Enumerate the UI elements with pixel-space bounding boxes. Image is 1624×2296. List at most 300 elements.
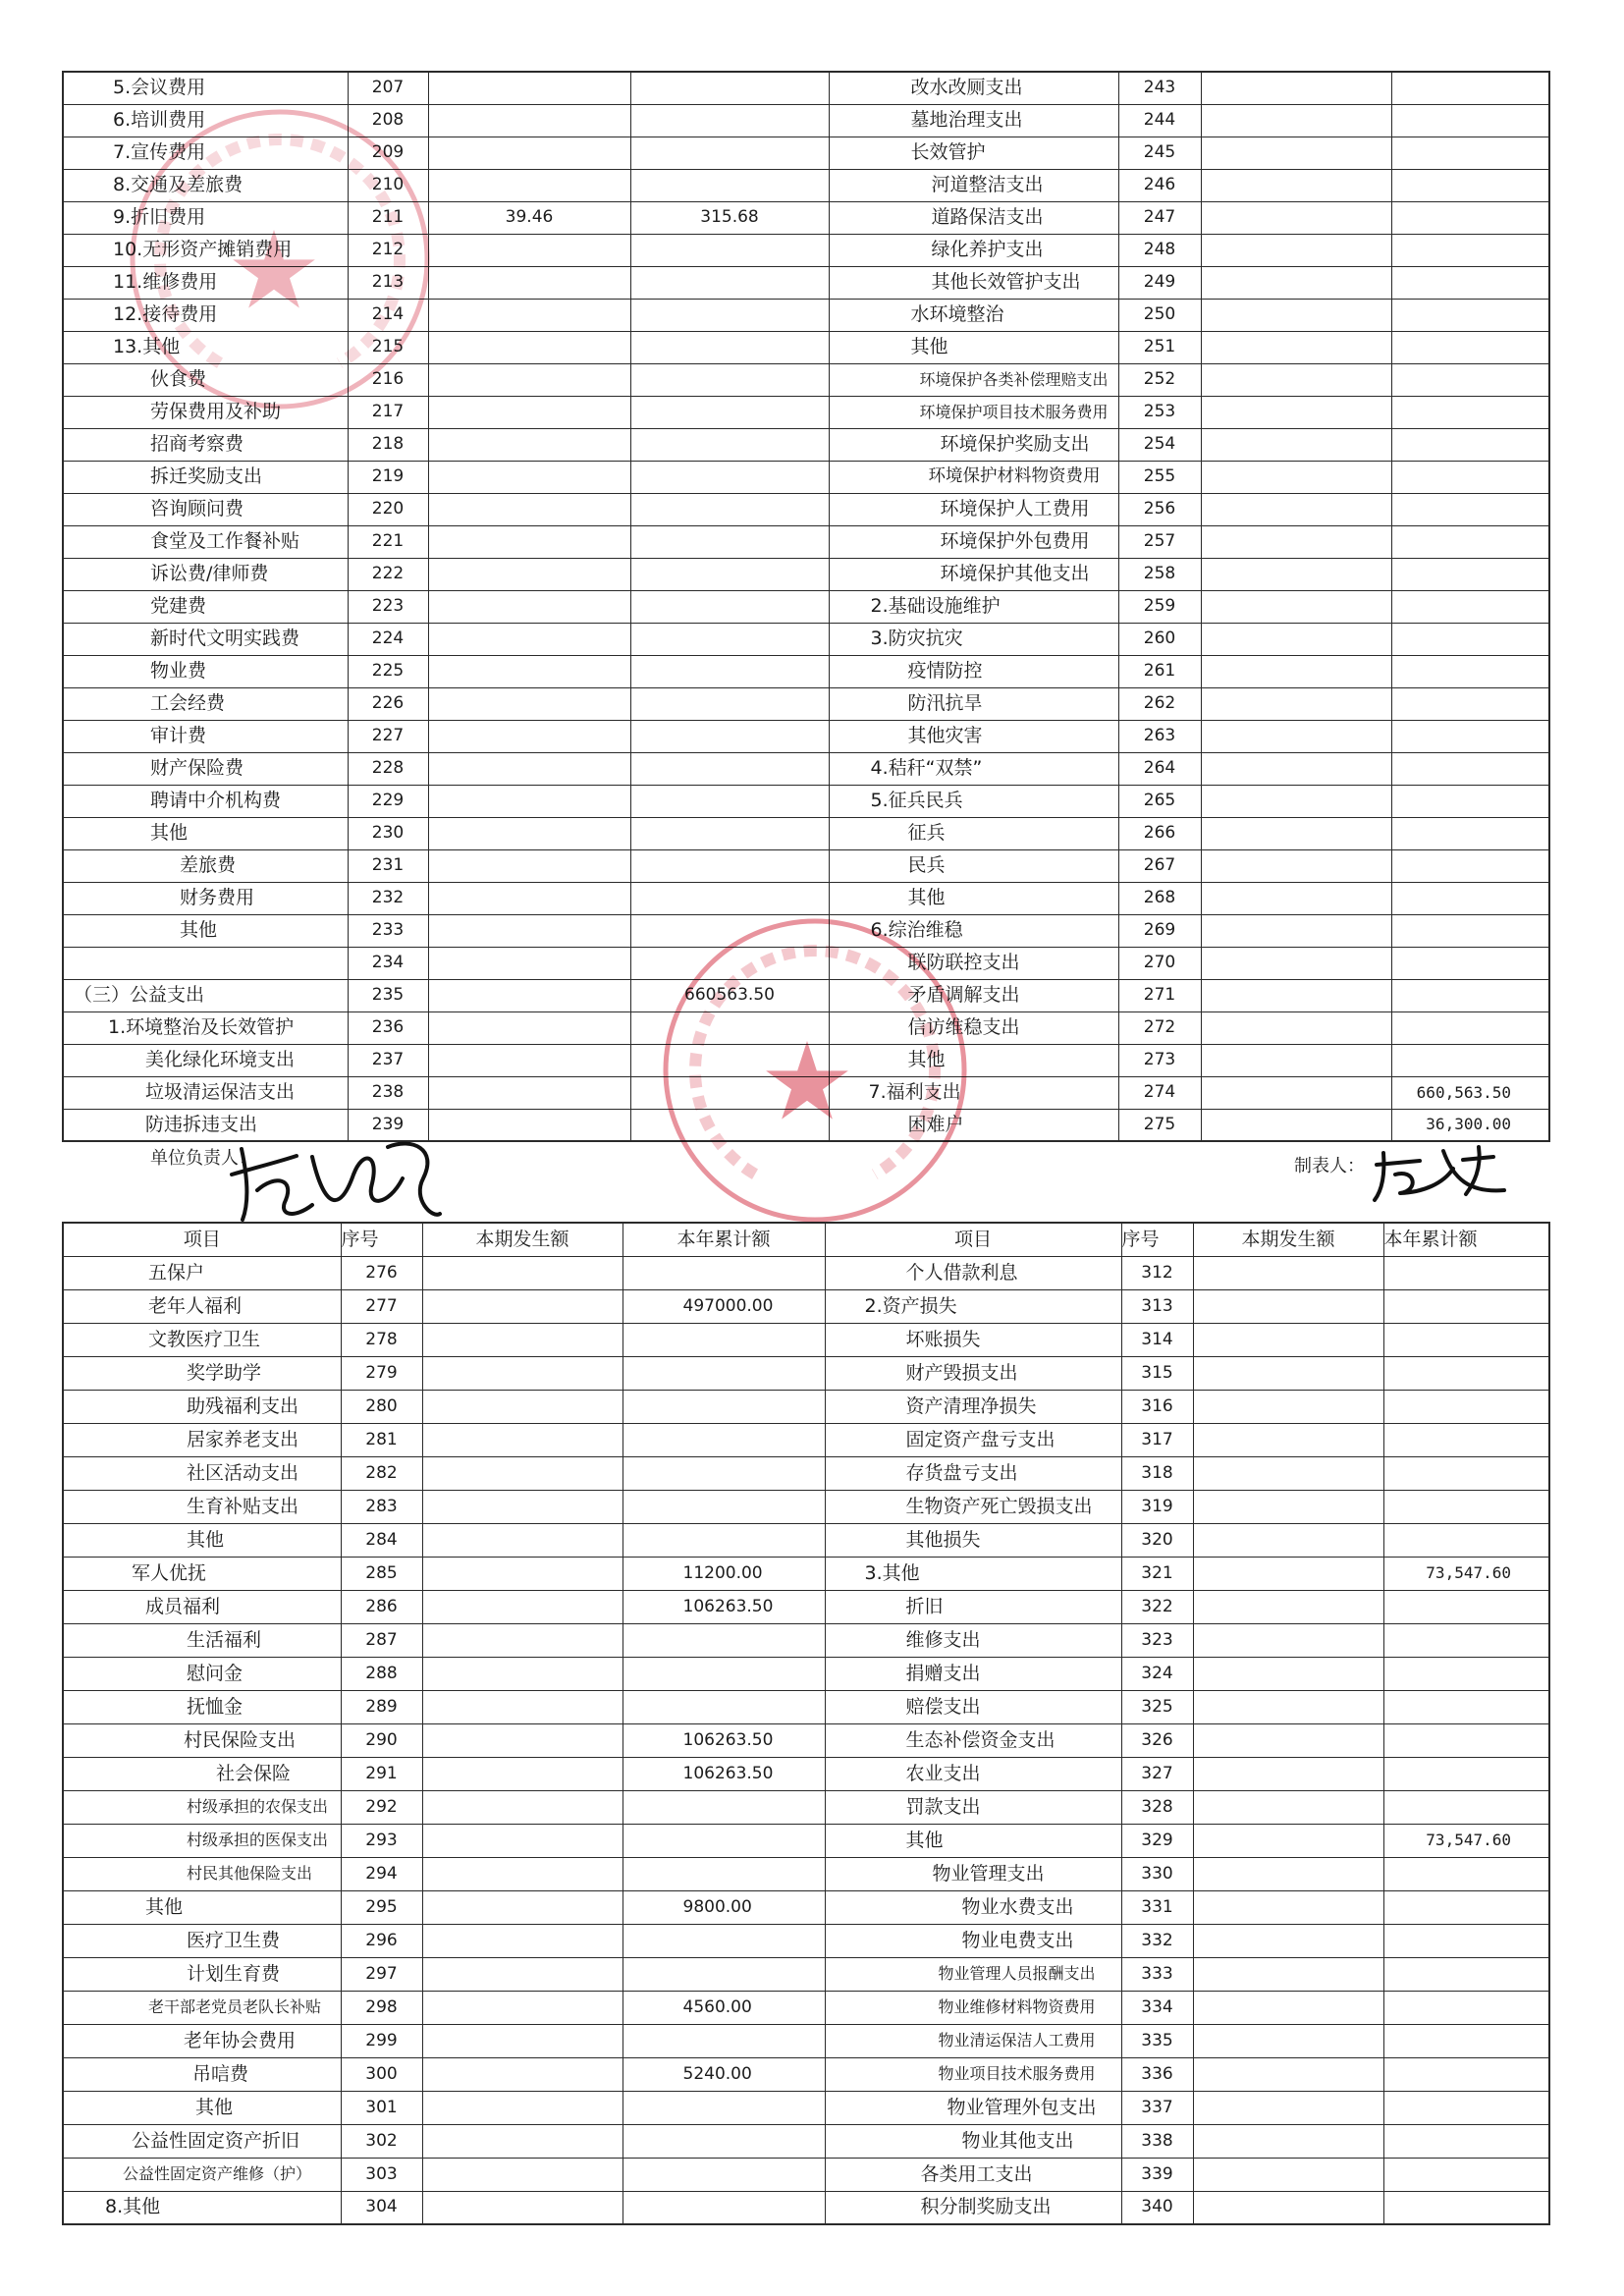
year-to-date-amount-cell (1383, 1490, 1549, 1523)
item-cell: 其他 (63, 1890, 341, 1924)
current-period-amount-cell (1193, 1323, 1383, 1356)
item-cell: 物业管理人员报酬支出 (825, 1957, 1121, 1991)
year-to-date-amount-cell (630, 104, 829, 137)
seq-no-cell: 313 (1121, 1289, 1193, 1323)
item-cell: 改水改厕支出 (829, 72, 1118, 104)
seq-no-cell: 233 (348, 914, 428, 947)
item-cell: 老年人福利 (63, 1289, 341, 1323)
seq-no-cell: 332 (1121, 1924, 1193, 1957)
seq-no-cell: 254 (1118, 428, 1201, 461)
current-period-amount-cell (1193, 1490, 1383, 1523)
current-period-amount-cell (1193, 1623, 1383, 1657)
item-cell: 社区活动支出 (63, 1456, 341, 1490)
current-period-amount-cell (1193, 2024, 1383, 2057)
seq-no-cell: 299 (341, 2024, 422, 2057)
table-row (63, 2158, 1549, 2191)
year-to-date-amount-cell (1391, 558, 1549, 590)
year-to-date-amount-cell (1391, 169, 1549, 201)
year-to-date-amount-cell (1391, 266, 1549, 299)
current-period-amount-cell (428, 590, 630, 623)
seq-no-cell: 329 (1121, 1824, 1193, 1857)
current-period-amount-cell (428, 720, 630, 752)
table-row (63, 1390, 1549, 1423)
table-row (63, 1824, 1549, 1857)
year-to-date-amount-cell (630, 461, 829, 493)
current-period-amount-cell (1193, 1657, 1383, 1690)
current-period-amount-cell (1193, 2124, 1383, 2158)
year-to-date-amount-cell (630, 1076, 829, 1109)
table-row (63, 817, 1549, 849)
year-to-date-amount-cell: 73,547.60 (1383, 1824, 1549, 1857)
year-to-date-amount-cell (1391, 72, 1549, 104)
current-period-amount-cell (422, 1657, 623, 1690)
seq-no-cell: 225 (348, 655, 428, 687)
year-to-date-amount-cell (630, 1044, 829, 1076)
year-to-date-amount-cell (630, 234, 829, 266)
item-cell: 生活福利 (63, 1623, 341, 1657)
table-row (63, 1423, 1549, 1456)
year-to-date-amount-cell (1391, 493, 1549, 525)
seq-no-cell: 269 (1118, 914, 1201, 947)
seq-no-cell: 219 (348, 461, 428, 493)
item-cell: 社会保险 (63, 1757, 341, 1790)
seq-no-cell: 285 (341, 1557, 422, 1590)
seq-no-cell: 318 (1121, 1456, 1193, 1490)
year-to-date-amount-cell: 5240.00 (623, 2057, 825, 2091)
current-period-amount-cell (422, 1991, 623, 2024)
year-to-date-amount-cell (1391, 104, 1549, 137)
table-row (63, 914, 1549, 947)
seq-no-cell: 293 (341, 1824, 422, 1857)
year-to-date-amount-cell (1391, 655, 1549, 687)
item-cell: 积分制奖励支出 (825, 2191, 1121, 2224)
header-year-to-date: 本年累计额 (1383, 1223, 1549, 1256)
year-to-date-amount-cell (623, 1356, 825, 1390)
current-period-amount-cell (1193, 1423, 1383, 1456)
seq-no-cell: 250 (1118, 299, 1201, 331)
item-cell: 劳保费用及补助 (63, 396, 348, 428)
item-cell: 墓地治理支出 (829, 104, 1118, 137)
seq-no-cell: 231 (348, 849, 428, 882)
table-row (63, 623, 1549, 655)
current-period-amount-cell (428, 396, 630, 428)
current-period-amount-cell (422, 1590, 623, 1623)
current-period-amount-cell (1193, 1590, 1383, 1623)
item-cell: 生育补贴支出 (63, 1490, 341, 1523)
item-cell: 差旅费 (63, 849, 348, 882)
item-cell: 助残福利支出 (63, 1390, 341, 1423)
year-to-date-amount-cell (630, 882, 829, 914)
item-cell: 其他 (63, 1523, 341, 1557)
seq-no-cell: 244 (1118, 104, 1201, 137)
year-to-date-amount-cell (1391, 720, 1549, 752)
table-row (63, 947, 1549, 979)
table-row (63, 1991, 1549, 2024)
current-period-amount-cell (428, 363, 630, 396)
seq-no-cell: 334 (1121, 1991, 1193, 2024)
current-period-amount-cell (1201, 785, 1391, 817)
current-period-amount-cell (428, 979, 630, 1011)
year-to-date-amount-cell (623, 2191, 825, 2224)
current-period-amount-cell (422, 2191, 623, 2224)
table-row (63, 882, 1549, 914)
item-cell: 物业电费支出 (825, 1924, 1121, 1957)
year-to-date-amount-cell (630, 493, 829, 525)
current-period-amount-cell (428, 461, 630, 493)
year-to-date-amount-cell (1391, 396, 1549, 428)
seq-no-cell: 277 (341, 1289, 422, 1323)
current-period-amount-cell (422, 1924, 623, 1957)
table-row (63, 2091, 1549, 2124)
current-period-amount-cell (1201, 234, 1391, 266)
item-cell: 奖学助学 (63, 1356, 341, 1390)
year-to-date-amount-cell (1383, 1690, 1549, 1723)
seq-no-cell: 301 (341, 2091, 422, 2124)
table-row (63, 1456, 1549, 1490)
item-cell: 水环境整治 (829, 299, 1118, 331)
item-cell: 其他 (63, 817, 348, 849)
table-row (63, 331, 1549, 363)
table-row (63, 590, 1549, 623)
seq-no-cell: 317 (1121, 1423, 1193, 1456)
item-cell: 6.培训费用 (63, 104, 348, 137)
current-period-amount-cell (1201, 1011, 1391, 1044)
current-period-amount-cell (1201, 623, 1391, 655)
item-cell: 环境保护项目技术服务费用 (829, 396, 1118, 428)
year-to-date-amount-cell: 11200.00 (623, 1557, 825, 1590)
item-cell: 其他 (63, 914, 348, 947)
table-row (63, 1957, 1549, 1991)
item-cell: 审计费 (63, 720, 348, 752)
seq-no-cell: 281 (341, 1423, 422, 1456)
current-period-amount-cell (1193, 2158, 1383, 2191)
seq-no-cell: 279 (341, 1356, 422, 1390)
seq-no-cell: 249 (1118, 266, 1201, 299)
seq-no-cell: 243 (1118, 72, 1201, 104)
seq-no-cell: 267 (1118, 849, 1201, 882)
current-period-amount-cell (1201, 720, 1391, 752)
current-period-amount-cell (428, 1011, 630, 1044)
current-period-amount-cell (422, 1323, 623, 1356)
item-cell: 其他 (63, 2091, 341, 2124)
year-to-date-amount-cell (1391, 817, 1549, 849)
year-to-date-amount-cell (1383, 2091, 1549, 2124)
year-to-date-amount-cell (630, 525, 829, 558)
current-period-amount-cell (422, 1723, 623, 1757)
year-to-date-amount-cell (630, 169, 829, 201)
year-to-date-amount-cell (1391, 623, 1549, 655)
item-cell: 6.综治维稳 (829, 914, 1118, 947)
item-cell: 长效管护 (829, 137, 1118, 169)
current-period-amount-cell (422, 2124, 623, 2158)
current-period-amount-cell (428, 1109, 630, 1141)
current-period-amount-cell (1193, 1824, 1383, 1857)
seq-no-cell: 263 (1118, 720, 1201, 752)
seq-no-cell: 284 (341, 1523, 422, 1557)
year-to-date-amount-cell (1383, 1390, 1549, 1423)
item-cell: 伙食费 (63, 363, 348, 396)
item-cell: 道路保洁支出 (829, 201, 1118, 234)
year-to-date-amount-cell (1391, 752, 1549, 785)
year-to-date-amount-cell (1383, 1757, 1549, 1790)
current-period-amount-cell (1201, 558, 1391, 590)
current-period-amount-cell (428, 849, 630, 882)
year-to-date-amount-cell (630, 137, 829, 169)
item-cell: 其他 (825, 1824, 1121, 1857)
year-to-date-amount-cell (630, 1011, 829, 1044)
seq-no-cell: 256 (1118, 493, 1201, 525)
year-to-date-amount-cell (630, 428, 829, 461)
year-to-date-amount-cell (623, 1323, 825, 1356)
seq-no-cell: 213 (348, 266, 428, 299)
current-period-amount-cell (428, 331, 630, 363)
current-period-amount-cell (1193, 1289, 1383, 1323)
seq-no-cell: 282 (341, 1456, 422, 1490)
seq-no-cell: 321 (1121, 1557, 1193, 1590)
year-to-date-amount-cell (623, 1490, 825, 1523)
year-to-date-amount-cell (630, 947, 829, 979)
current-period-amount-cell (428, 428, 630, 461)
year-to-date-amount-cell (1383, 1657, 1549, 1690)
item-cell: 3.防灾抗灾 (829, 623, 1118, 655)
current-period-amount-cell (422, 1957, 623, 1991)
table-row (63, 1323, 1549, 1356)
seq-no-cell: 238 (348, 1076, 428, 1109)
year-to-date-amount-cell: 106263.50 (623, 1723, 825, 1757)
seq-no-cell: 251 (1118, 331, 1201, 363)
year-to-date-amount-cell: 4560.00 (623, 1991, 825, 2024)
unit-head-label: 单位负责人： (150, 1148, 256, 1169)
year-to-date-amount-cell (1391, 947, 1549, 979)
year-to-date-amount-cell (623, 1390, 825, 1423)
year-to-date-amount-cell (623, 1924, 825, 1957)
year-to-date-amount-cell (1383, 2057, 1549, 2091)
item-cell (63, 947, 348, 979)
seq-no-cell: 252 (1118, 363, 1201, 396)
current-period-amount-cell (422, 2091, 623, 2124)
item-cell: 河道整洁支出 (829, 169, 1118, 201)
current-period-amount-cell (1201, 525, 1391, 558)
item-cell: 3.其他 (825, 1557, 1121, 1590)
table-row (63, 2191, 1549, 2224)
item-cell: 其他长效管护支出 (829, 266, 1118, 299)
item-cell: 财产保险费 (63, 752, 348, 785)
seq-no-cell: 273 (1118, 1044, 1201, 1076)
seq-no-cell: 290 (341, 1723, 422, 1757)
item-cell: 环境保护人工费用 (829, 493, 1118, 525)
item-cell: 聘请中介机构费 (63, 785, 348, 817)
current-period-amount-cell (422, 1490, 623, 1523)
seq-no-cell: 330 (1121, 1857, 1193, 1890)
current-period-amount-cell (1193, 1690, 1383, 1723)
item-cell: 联防联控支出 (829, 947, 1118, 979)
table-row (63, 1490, 1549, 1523)
year-to-date-amount-cell (1383, 2158, 1549, 2191)
seq-no-cell: 239 (348, 1109, 428, 1141)
current-period-amount-cell (428, 493, 630, 525)
current-period-amount-cell (1201, 72, 1391, 104)
seq-no-cell: 297 (341, 1957, 422, 1991)
year-to-date-amount-cell (623, 1623, 825, 1657)
table-row (63, 234, 1549, 266)
year-to-date-amount-cell (1383, 1623, 1549, 1657)
current-period-amount-cell (428, 1044, 630, 1076)
year-to-date-amount-cell (623, 1857, 825, 1890)
item-cell: 居家养老支出 (63, 1423, 341, 1456)
item-cell: 物业清运保洁人工费用 (825, 2024, 1121, 2057)
year-to-date-amount-cell (1383, 2124, 1549, 2158)
year-to-date-amount-cell (1383, 1356, 1549, 1390)
item-cell: 7.福利支出 (829, 1076, 1118, 1109)
current-period-amount-cell (1193, 2191, 1383, 2224)
current-period-amount-cell (422, 1390, 623, 1423)
seq-no-cell: 207 (348, 72, 428, 104)
item-cell: 环境保护奖励支出 (829, 428, 1118, 461)
table-row (63, 1857, 1549, 1890)
item-cell: 捐赠支出 (825, 1657, 1121, 1690)
item-cell: 工会经费 (63, 687, 348, 720)
year-to-date-amount-cell (623, 1824, 825, 1857)
current-period-amount-cell (422, 1790, 623, 1824)
year-to-date-amount-cell (630, 655, 829, 687)
seq-no-cell: 302 (341, 2124, 422, 2158)
year-to-date-amount-cell (630, 266, 829, 299)
item-cell: 食堂及工作餐补贴 (63, 525, 348, 558)
table-row (63, 2057, 1549, 2091)
current-period-amount-cell (422, 1523, 623, 1557)
table-row (63, 558, 1549, 590)
current-period-amount-cell (1201, 299, 1391, 331)
item-cell: 9.折旧费用 (63, 201, 348, 234)
item-cell: 11.维修费用 (63, 266, 348, 299)
table-row (63, 1109, 1549, 1141)
current-period-amount-cell (1201, 396, 1391, 428)
year-to-date-amount-cell (1391, 363, 1549, 396)
seq-no-cell: 283 (341, 1490, 422, 1523)
item-cell: 环境保护外包费用 (829, 525, 1118, 558)
seq-no-cell: 259 (1118, 590, 1201, 623)
year-to-date-amount-cell (623, 2124, 825, 2158)
current-period-amount-cell (428, 687, 630, 720)
current-period-amount-cell (428, 914, 630, 947)
seq-no-cell: 258 (1118, 558, 1201, 590)
table-row (63, 1623, 1549, 1657)
year-to-date-amount-cell (623, 1423, 825, 1456)
seq-no-cell: 288 (341, 1657, 422, 1690)
seq-no-cell: 272 (1118, 1011, 1201, 1044)
item-cell: 五保户 (63, 1256, 341, 1289)
item-cell: 物业管理外包支出 (825, 2091, 1121, 2124)
table-row (63, 493, 1549, 525)
top-table-body (63, 72, 1549, 1141)
seq-no-cell: 211 (348, 201, 428, 234)
current-period-amount-cell: 39.46 (428, 201, 630, 234)
year-to-date-amount-cell (1383, 1723, 1549, 1757)
table-row (63, 428, 1549, 461)
seq-no-cell: 214 (348, 299, 428, 331)
item-cell: 医疗卫生费 (63, 1924, 341, 1957)
current-period-amount-cell (1201, 461, 1391, 493)
year-to-date-amount-cell (630, 720, 829, 752)
table-row (63, 752, 1549, 785)
year-to-date-amount-cell: 660563.50 (630, 979, 829, 1011)
item-cell: 12.接待费用 (63, 299, 348, 331)
year-to-date-amount-cell (1383, 1289, 1549, 1323)
seq-no-cell: 264 (1118, 752, 1201, 785)
current-period-amount-cell (1201, 1044, 1391, 1076)
current-period-amount-cell (1201, 687, 1391, 720)
current-period-amount-cell (428, 137, 630, 169)
table-row (63, 1657, 1549, 1690)
item-cell: 环境保护材料物资费用 (829, 461, 1118, 493)
item-cell: 坏账损失 (825, 1323, 1121, 1356)
year-to-date-amount-cell (630, 363, 829, 396)
table-row (63, 1557, 1549, 1590)
seq-no-cell: 261 (1118, 655, 1201, 687)
item-cell: 5.会议费用 (63, 72, 348, 104)
current-period-amount-cell (422, 1824, 623, 1857)
item-cell: 资产清理净损失 (825, 1390, 1121, 1423)
current-period-amount-cell (1201, 169, 1391, 201)
current-period-amount-cell (428, 72, 630, 104)
current-period-amount-cell (1201, 882, 1391, 914)
table-row (63, 1757, 1549, 1790)
year-to-date-amount-cell: 36,300.00 (1391, 1109, 1549, 1141)
current-period-amount-cell (422, 1423, 623, 1456)
seq-no-cell: 294 (341, 1857, 422, 1890)
seq-no-cell: 216 (348, 363, 428, 396)
seq-no-cell: 210 (348, 169, 428, 201)
item-cell: 计划生育费 (63, 1957, 341, 1991)
year-to-date-amount-cell (630, 914, 829, 947)
item-cell: 诉讼费/律师费 (63, 558, 348, 590)
current-period-amount-cell (1193, 1356, 1383, 1390)
item-cell: 拆迁奖励支出 (63, 461, 348, 493)
header-current-period: 本期发生额 (1193, 1223, 1383, 1256)
year-to-date-amount-cell (1383, 1523, 1549, 1557)
year-to-date-amount-cell: 106263.50 (623, 1590, 825, 1623)
expense-table-detail (62, 1222, 1550, 2225)
year-to-date-amount-cell (1391, 687, 1549, 720)
seq-no-cell: 271 (1118, 979, 1201, 1011)
year-to-date-amount-cell (1383, 1590, 1549, 1623)
table-row (63, 979, 1549, 1011)
seq-no-cell: 226 (348, 687, 428, 720)
year-to-date-amount-cell (1391, 461, 1549, 493)
item-cell: 军人优抚 (63, 1557, 341, 1590)
current-period-amount-cell (1193, 2091, 1383, 2124)
header-seq-no: 序号 (341, 1223, 422, 1256)
table-row (63, 201, 1549, 234)
year-to-date-amount-cell (630, 1109, 829, 1141)
seq-no-cell: 209 (348, 137, 428, 169)
seq-no-cell: 215 (348, 331, 428, 363)
item-cell: 防违拆违支出 (63, 1109, 348, 1141)
table-row (63, 363, 1549, 396)
current-period-amount-cell (428, 558, 630, 590)
table-row (63, 1356, 1549, 1390)
year-to-date-amount-cell (623, 1523, 825, 1557)
seq-no-cell: 319 (1121, 1490, 1193, 1523)
table-row (63, 849, 1549, 882)
table-row (63, 104, 1549, 137)
item-cell: 环境保护各类补偿理赔支出 (829, 363, 1118, 396)
item-cell: 物业管理支出 (825, 1857, 1121, 1890)
current-period-amount-cell (428, 817, 630, 849)
seq-no-cell: 260 (1118, 623, 1201, 655)
table-row (63, 1076, 1549, 1109)
seq-no-cell: 236 (348, 1011, 428, 1044)
